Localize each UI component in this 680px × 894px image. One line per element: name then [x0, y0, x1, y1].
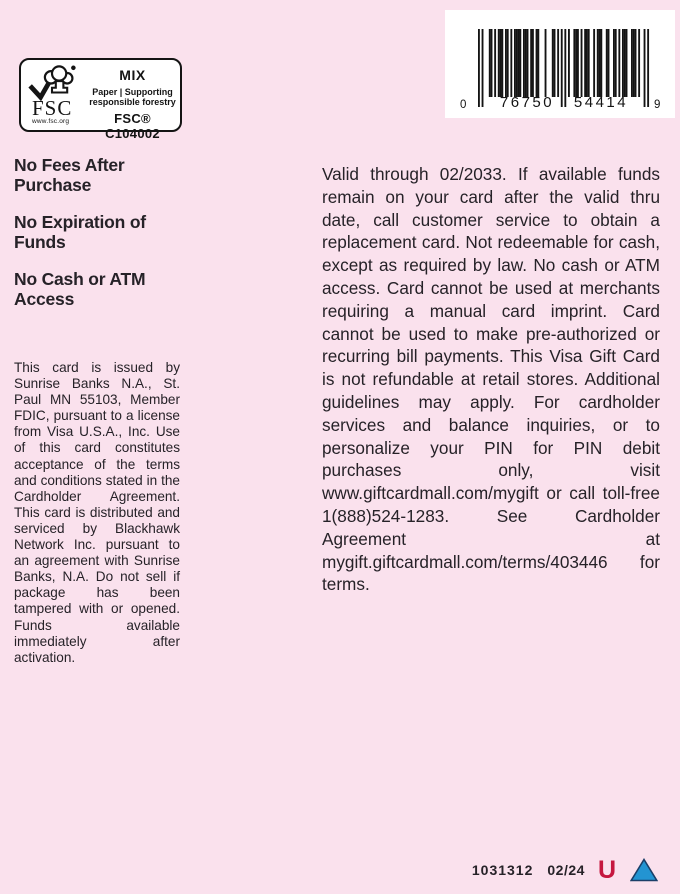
benefit-no-expiration: No Expiration of Funds: [14, 212, 146, 252]
fsc-logo-block: [21, 60, 85, 130]
barcode-digit-last: 9: [654, 99, 661, 111]
terms-text: Valid through 02/2033. If available funds remain on your card after the valid thru date, call customer service to obtain a replacement card. Not redeemable for cash, except as required by law. No cash or ATM access. Card cannot be used at merchants requiring a manual card imprint. Card cannot be used to make pre-authorized or recurring bill payments. This Visa Gift Card is not refundable at retail stores. Additional guidelines may apply. For cardholder services and balance inquiries, or to personalize your PIN for PIN debit purchases only, visit www.giftcardmall.com/mygift or call toll-free 1(888)524-1283. See Cardholder Agreement at mygift.giftcardmall.com/terms/403446 for terms.: [322, 164, 660, 595]
fsc-license-code: FSC® C104002: [105, 111, 160, 141]
benefit-no-cash-access: No Cash or ATM Access: [14, 269, 146, 309]
fsc-certification-label: [19, 58, 182, 141]
u-logo: U: [597, 856, 616, 884]
upc-barcode: [445, 10, 675, 118]
fsc-mix-label: MIX: [119, 67, 146, 83]
issuer-disclosure-text: This card is issued by Sunrise Banks N.A., St. Paul MN 55103, Member FDIC, pursuant to a license from Visa U.S.A., Inc. Use of this card constitutes acceptance of the terms and conditions stated in the Cardholder Agreement. This card is distributed and serviced by Blackhawk Network Inc. pursuant to an agreement with Sunrise Banks, N.A. Do not sell if package has been tampered with or opened. Funds available immediately after activation.: [14, 360, 180, 665]
barcode-digit-first: 0: [460, 99, 467, 111]
footer-codes: [472, 856, 658, 884]
date-code: 02/24: [547, 862, 585, 878]
fsc-wordmark: FSC: [32, 96, 73, 120]
barcode-digit-group1: 76750: [499, 94, 555, 111]
part-number: 1031312: [471, 862, 534, 878]
recycle-triangle-icon: [630, 858, 658, 882]
fsc-tagline-line1: Paper | Supporting: [92, 87, 173, 97]
barcode-digit-group2: 54414: [573, 94, 629, 111]
fsc-tagline: [85, 87, 180, 107]
benefit-no-fees: No Fees After Purchase: [14, 155, 125, 195]
fsc-tagline-line2: responsible forestry: [89, 97, 176, 107]
fsc-text-block: [85, 60, 180, 141]
fsc-url: www.fsc.org: [32, 118, 70, 125]
benefits-list: [14, 156, 184, 327]
